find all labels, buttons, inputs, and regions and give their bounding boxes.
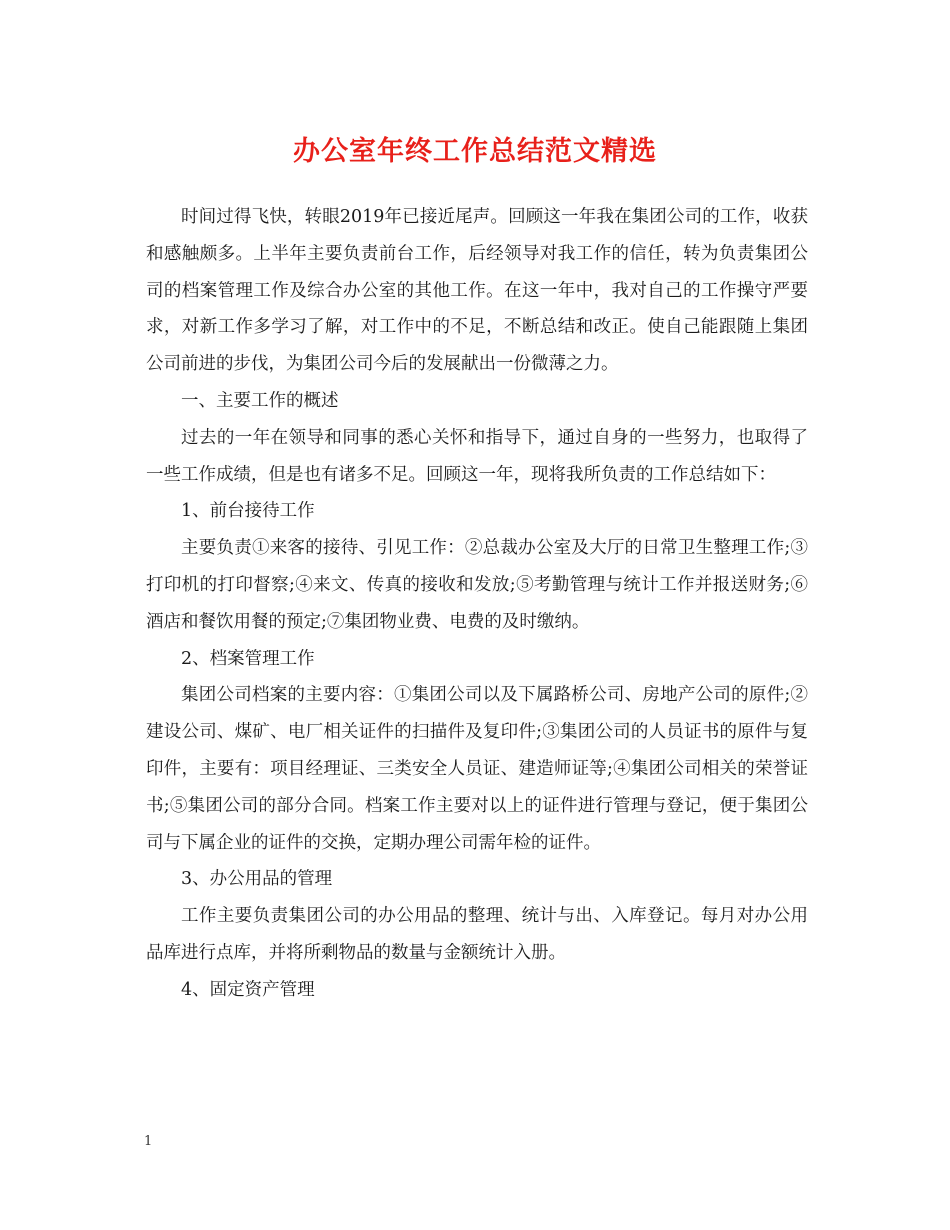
heading-main-work-overview: 一、主要工作的概述 <box>181 390 339 411</box>
document-title: 办公室年终工作总结范文精选 <box>293 136 657 167</box>
paragraph-reception-work: 主要负责①来客的接待、引见工作：②总裁办公室及大厅的日常卫生整理工作;③打印机的打印督察;④来文、传真的接收和发放;⑤考勤管理与统计工作并报送财务;⑥酒店和餐饮用餐的预定;⑦集团物业费、电费的及时缴纳。 <box>146 538 808 632</box>
heading-fixed-assets: 4、固定资产管理 <box>181 979 315 1000</box>
paragraph-archive-management: 集团公司档案的主要内容：①集团公司以及下属路桥公司、房地产公司的原件;②建设公司、煤矿、电厂相关证件的扫描件及复印件;③集团公司的人员证书的原件与复印件，主要有：项目经理证、三类安全人员证、建造师证等;④集团公司相关的荣誉证书;⑤集团公司的部分合同。档案工作主要对以上的证件进行管理与登记，便于集团公司与下属企业的证件的交换，定期办理公司需年检的证件。 <box>146 685 808 853</box>
document-body <box>146 199 808 1009</box>
heading-reception-work: 1、前台接待工作 <box>181 501 315 522</box>
heading-office-supplies: 3、办公用品的管理 <box>181 869 333 890</box>
heading-archive-management: 2、档案管理工作 <box>181 648 315 669</box>
paragraph-office-supplies: 工作主要负责集团公司的办公用品的整理、统计与出、入库登记。每月对办公用品库进行点库，并将所剩物品的数量与金额统计入册。 <box>146 906 808 963</box>
page-number: 1 <box>144 1134 153 1149</box>
paragraph-overview: 过去的一年在领导和同事的悉心关怀和指导下，通过自身的一些努力，也取得了一些工作成绩，但是也有诸多不足。回顾这一年，现将我所负责的工作总结如下： <box>146 427 808 485</box>
paragraph-intro: 时间过得飞快，转眼2019年已接近尾声。回顾这一年我在集团公司的工作，收获和感触颇多。上半年主要负责前台工作，后经领导对我工作的信任，转为负责集团公司的档案管理工作及综合办公室的其他工作。在这一年中，我对自己的工作操守严要求，对新工作多学习了解，对工作中的不足，不断总结和改正。使自己能跟随上集团公司前进的步伐，为集团公司今后的发展献出一份微薄之力。 <box>146 207 808 375</box>
